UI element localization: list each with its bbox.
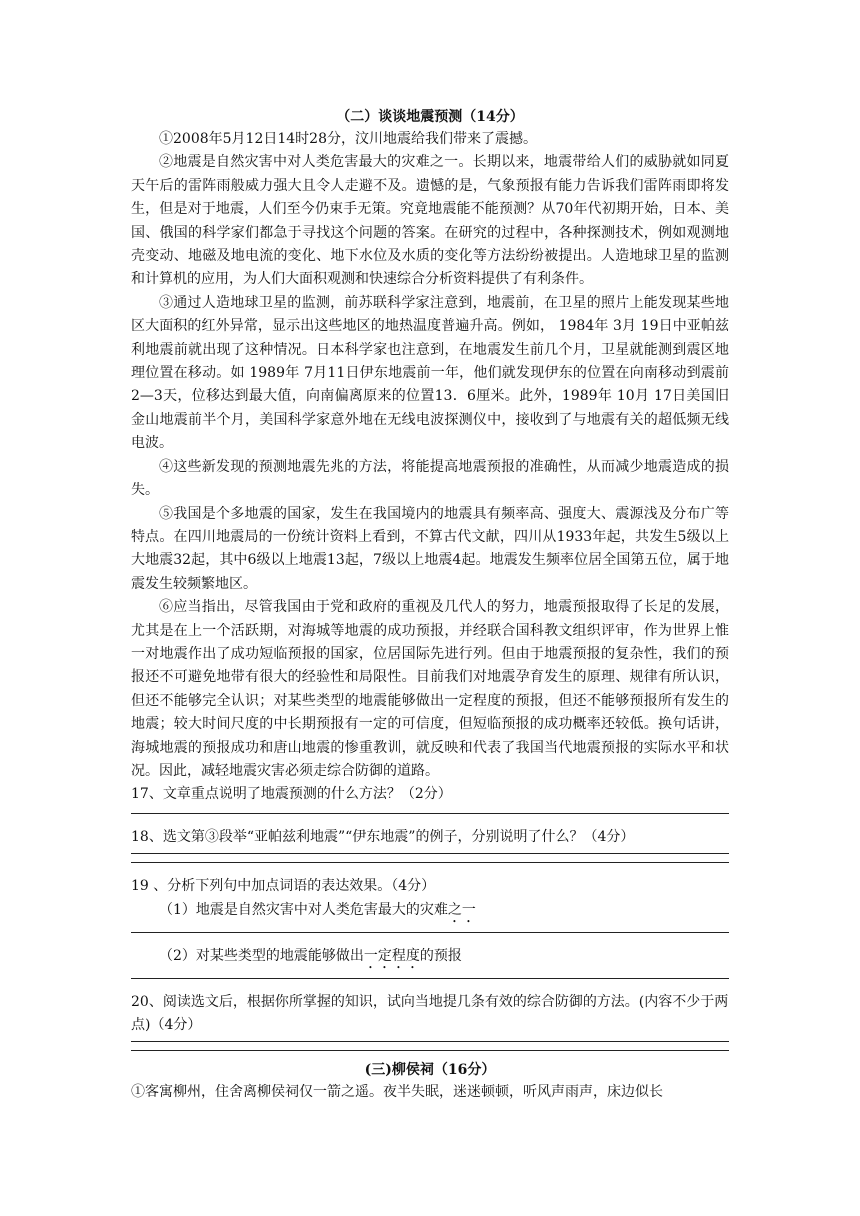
answer-line-20a[interactable] [131,1041,729,1042]
question-17: 17、文章重点说明了地震预测的什么方法？（2分） [131,786,452,803]
q19-1-text: （1）地震是自然灾害中对人类危害最大的灾难 [159,901,448,918]
question-18: 18、选文第③段举“亚帕兹利地震”“伊东地震”的例子，分别说明了什么？（4分） [131,828,635,845]
answer-line-19-2[interactable] [131,978,729,979]
q19-2-dotted-word: 一定程度 [363,947,420,964]
paragraph-3: ③通过人造地球卫星的监测，前苏联科学家注意到，地震前，在卫星的照片上能发现某些地区大面积的红外异常，显示出这些地区的地热温度普遍升高。例如， 1984年 3月 19日中亚帕兹利地震前就出现了这种情况。日本科学家也注意到，在地震发生前几个月，卫星就能测到震区地理位置在移动。如 1989年 7月11日伊东地震前一年，他们就发现伊东的位置在向南移动到震前2—3天，位移达到最大值，向南偏离原来的位置13．6厘米。此外，1989年 10月 17日美国旧金山地震前半个月，美国科学家意外地在无线电波探测仪中，接收到了与地震有关的超低频无线电波。 [131,294,729,452]
paragraph-6: ⑥应当指出，尽管我国由于党和政府的重视及几代人的努力，地震预报取得了长足的发展，尤其是在上一个活跃期，对海城等地震的成功预报，并经联合国科教文组织评审，作为世界上惟一对地震作出了成功短临预报的国家，位居国际先进行列。但由于地震预报的复杂性，我们的预报还不可避免地带有很大的经验性和局限性。目前我们对地震孕育发生的原理、规律有所认识，但还不能够完全认识；对某些类型的地震能够做出一定程度的预报，但还不能够预报所有发生的地震；较大时间尺度的中长期预报有一定的可信度，但短临预报的成功概率还较低。换句话讲，海城地震的预报成功和唐山地震的惨重教训，就反映和代表了我国当代地震预报的实际水平和状况。因此，减轻地震灾害必须走综合防御的道路。 [131,599,729,779]
question-19-2 [131,945,729,972]
answer-line-18a[interactable] [131,853,729,854]
answer-line-17[interactable] [131,813,729,814]
q19-2-text: （2）对某些类型的地震能够做出 [159,947,364,964]
answer-line-18b[interactable] [131,862,729,863]
answer-line-19-1[interactable] [131,932,729,933]
q19-1-dotted-word: 之一 [447,901,476,918]
paragraph-5: ⑤我国是个多地震的国家，发生在我国境内的地震具有频率高、强度大、震源浅及分布广等特点。在四川地震局的一份统计资料上看到，不算古代文献，四川从1933年起，共发生5级以上大地震32起，其中6级以上地震13起，7级以上地震4起。地震发生频率位居全国第五位，属于地震发生较频繁地区。 [131,505,729,592]
q19-2-text-after: 的预报 [419,947,462,964]
section-3-first-line: ①客寓柳州，住舍离柳侯祠仅一箭之遥。夜半失眠，迷迷顿顿，听风声雨声，床边似长 [131,1084,663,1101]
section-2-title: （二）谈谈地震预测（14分） [336,109,524,125]
paragraph-1: ①2008年5月12日14时28分，汶川地震给我们带来了震撼。 [159,131,537,147]
question-19-1 [131,899,729,926]
paragraph-4: ④这些新发现的预测地震先兆的方法，将能提高地震预报的准确性，从而减少地震造成的损失。 [131,458,729,499]
answer-line-20b[interactable] [131,1050,729,1051]
section-3-title: (三)柳侯祠（16分） [364,1062,496,1079]
paragraph-2: ②地震是自然灾害中对人类危害最大的灾难之一。长期以来，地震带给人们的威胁就如同夏天午后的雷阵雨般威力强大且令人走避不及。遗憾的是，气象预报有能力告诉我们雷阵雨即将发生，但是对于地震，人们至今仍束手无策。究竟地震能不能预测？从70年代初期开始，日本、美国、俄国的科学家们都急于寻找这个问题的答案。在研究的过程中，各种探测技术，例如观测地壳变动、地磁及地电流的变化、地下水位及水质的变化等方法纷纷被提出。人造地球卫星的监测和计算机的应用，为人们大面积观测和快速综合分析资料提供了有利条件。 [131,154,729,288]
question-19: 19 、分析下列句中加点词语的表达效果。（4分） [131,878,436,895]
question-20: 20、阅读选文后，根据你所掌握的知识，试向当地提几条有效的综合防御的方法。(内容不少于两点)（4分） [131,993,729,1033]
exam-page [131,106,729,1105]
